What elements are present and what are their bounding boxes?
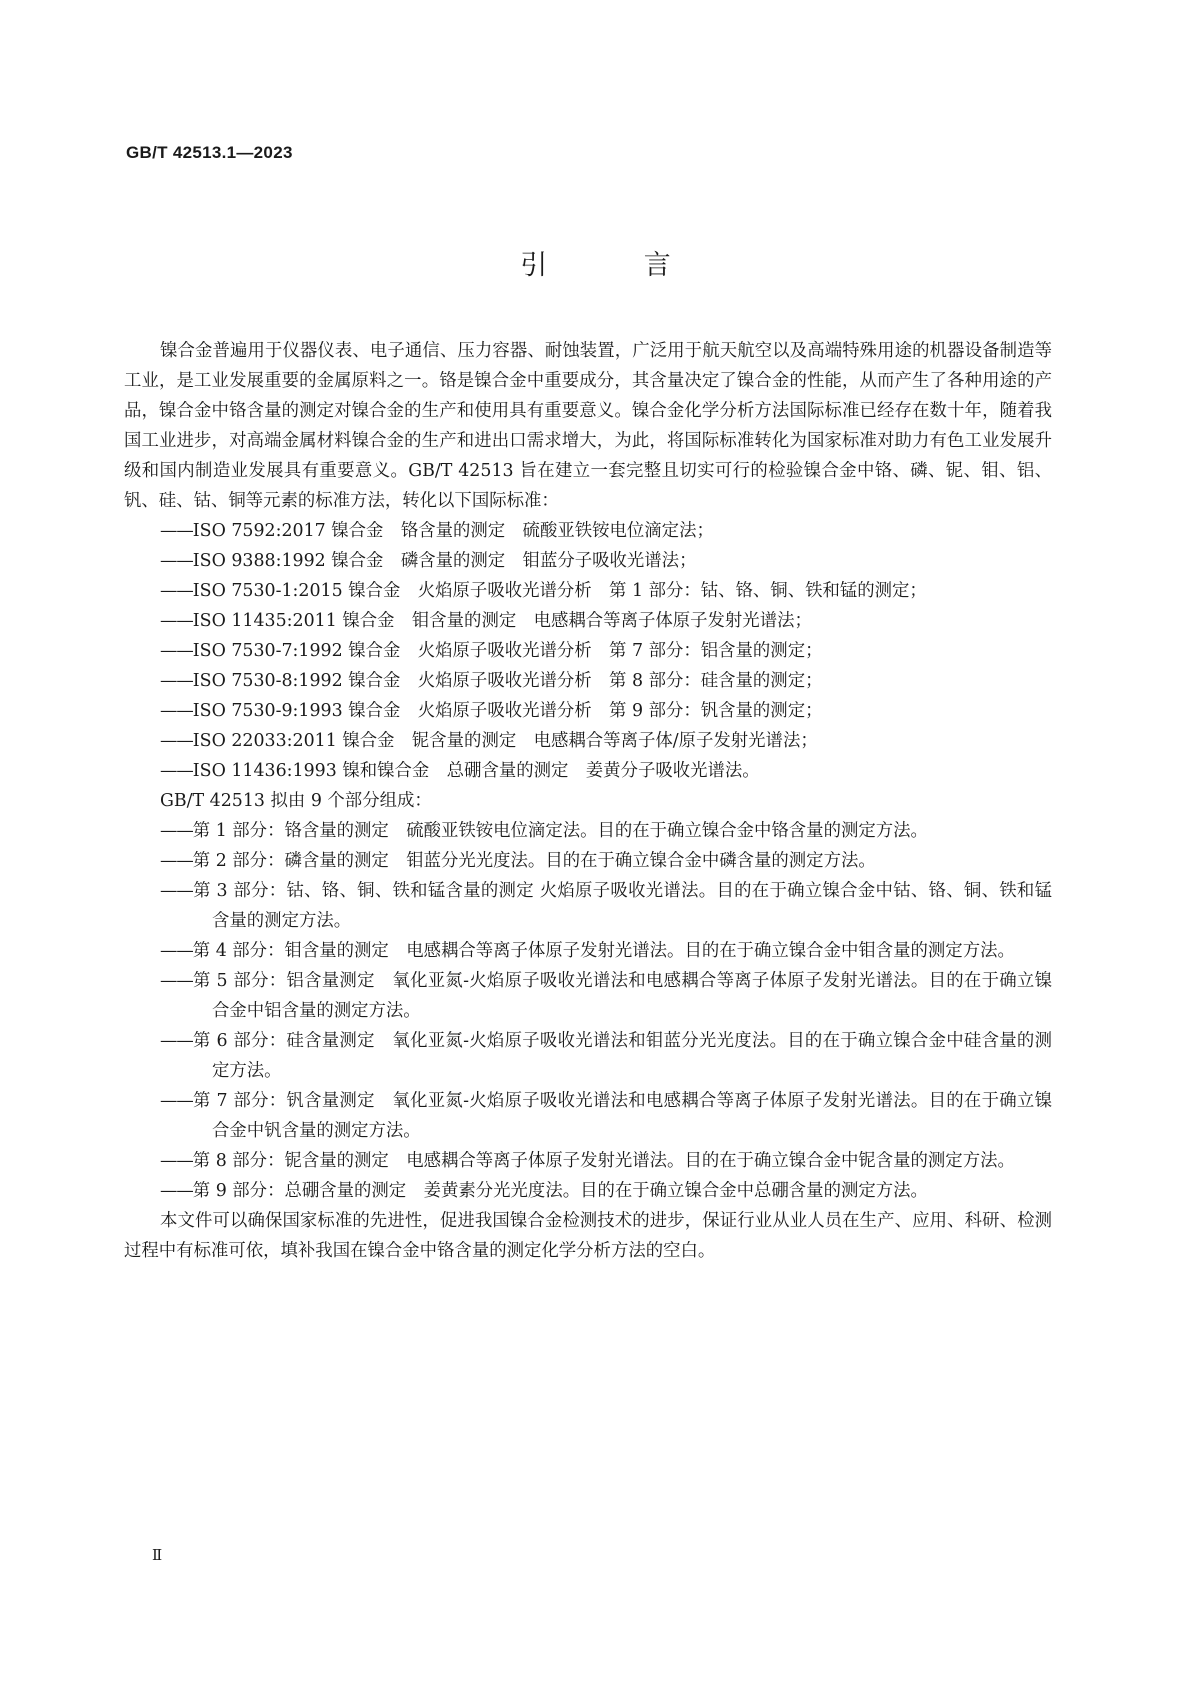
list-item bbox=[124, 666, 1052, 696]
parts-list bbox=[124, 816, 1052, 1206]
list-item bbox=[124, 876, 1052, 936]
list-item bbox=[124, 546, 1052, 576]
list-item bbox=[124, 1086, 1052, 1146]
dash-marker: —— bbox=[160, 581, 193, 601]
dash-marker: —— bbox=[160, 701, 193, 721]
list-item-text: ISO 9388:1992 镍合金 磷含量的测定 钼蓝分子吸收光谱法； bbox=[192, 551, 697, 571]
list-item-text: 第 3 部分：钴、铬、铜、铁和锰含量的测定 火焰原子吸收光谱法。目的在于确立镍合金中钴、铬、铜、铁和锰含量的测定方法。 bbox=[192, 881, 1052, 931]
dash-marker: —— bbox=[160, 971, 193, 991]
parts-intro: GB/T 42513 拟由 9 个部分组成： bbox=[160, 791, 432, 811]
list-item bbox=[124, 756, 1052, 786]
list-item bbox=[124, 516, 1052, 546]
dash-marker: —— bbox=[160, 1031, 193, 1051]
intro-paragraph: 镍合金普遍用于仪器仪表、电子通信、压力容器、耐蚀装置，广泛用于航天航空以及高端特殊用途的机器设备制造等工业，是工业发展重要的金属原料之一。铬是镍合金中重要成分，其含量决定了镍合金的性能，从而产生了各种用途的产品，镍合金中铬含量的测定对镍合金的生产和使用具有重要意义。镍合金化学分析方法国际标准已经存在数十年，随着我国工业进步，对高端金属材料镍合金的生产和进出口需求增大，为此，将国际标准转化为国家标准对助力有色工业发展升级和国内制造业发展具有重要意义。GB/T 42513 旨在建立一套完整且切实可行的检验镍合金中铬、磷、铌、钼、铝、钒、硅、钴、铜等元素的标准方法，转化以下国际标准： bbox=[124, 341, 1052, 511]
dash-marker: —— bbox=[160, 551, 193, 571]
dash-marker: —— bbox=[160, 761, 193, 781]
closing-paragraph: 本文件可以确保国家标准的先进性，促进我国镍合金检测技术的进步，保证行业从业人员在生产、应用、科研、检测过程中有标准可依，填补我国在镍合金中铬含量的测定化学分析方法的空白。 bbox=[124, 1211, 1052, 1261]
list-item-text: 第 9 部分：总硼含量的测定 姜黄素分光光度法。目的在于确立镍合金中总硼含量的测定方法。 bbox=[192, 1181, 928, 1201]
list-item bbox=[124, 1176, 1052, 1206]
list-item-text: 第 6 部分：硅含量测定 氧化亚氮-火焰原子吸收光谱法和钼蓝分光光度法。目的在于确立镍合金中硅含量的测定方法。 bbox=[192, 1031, 1052, 1081]
list-item-text: ISO 22033:2011 镍合金 铌含量的测定 电感耦合等离子体/原子发射光谱法； bbox=[192, 731, 818, 751]
list-item-text: ISO 7592:2017 镍合金 铬含量的测定 硫酸亚铁铵电位滴定法； bbox=[192, 521, 714, 541]
dash-marker: —— bbox=[160, 731, 193, 751]
dash-marker: —— bbox=[160, 1181, 193, 1201]
list-item bbox=[124, 936, 1052, 966]
list-item-text: ISO 11435:2011 镍合金 钼含量的测定 电感耦合等离子体原子发射光谱法； bbox=[192, 611, 812, 631]
list-item bbox=[124, 966, 1052, 1026]
list-item bbox=[124, 606, 1052, 636]
dash-marker: —— bbox=[160, 521, 193, 541]
dash-marker: —— bbox=[160, 641, 193, 661]
list-item bbox=[124, 576, 1052, 606]
list-item-text: ISO 7530-7:1992 镍合金 火焰原子吸收光谱分析 第 7 部分：铝含量的测定； bbox=[192, 641, 823, 661]
list-item bbox=[124, 846, 1052, 876]
list-item-text: 第 4 部分：钼含量的测定 电感耦合等离子体原子发射光谱法。目的在于确立镍合金中钼含量的测定方法。 bbox=[192, 941, 1015, 961]
list-item bbox=[124, 696, 1052, 726]
dash-marker: —— bbox=[160, 851, 193, 871]
list-item bbox=[124, 726, 1052, 756]
list-item bbox=[124, 1146, 1052, 1176]
standard-code: GB/T 42513.1—2023 bbox=[126, 143, 293, 162]
dash-marker: —— bbox=[160, 611, 193, 631]
list-item bbox=[124, 636, 1052, 666]
list-item-text: 第 8 部分：铌含量的测定 电感耦合等离子体原子发射光谱法。目的在于确立镍合金中铌含量的测定方法。 bbox=[192, 1151, 1015, 1171]
dash-marker: —— bbox=[160, 941, 193, 961]
dash-marker: —— bbox=[160, 821, 193, 841]
list-item bbox=[124, 816, 1052, 846]
list-item-text: ISO 11436:1993 镍和镍合金 总硼含量的测定 姜黄分子吸收光谱法。 bbox=[192, 761, 760, 781]
list-item-text: 第 1 部分：铬含量的测定 硫酸亚铁铵电位滴定法。目的在于确立镍合金中铬含量的测定方法。 bbox=[192, 821, 928, 841]
dash-marker: —— bbox=[160, 671, 193, 691]
list-item-text: ISO 7530-9:1993 镍合金 火焰原子吸收光谱分析 第 9 部分：钒含量的测定； bbox=[192, 701, 823, 721]
list-item-text: 第 5 部分：铝含量测定 氧化亚氮-火焰原子吸收光谱法和电感耦合等离子体原子发射光谱法。目的在于确立镍合金中铝含量的测定方法。 bbox=[192, 971, 1052, 1021]
dash-marker: —— bbox=[160, 881, 193, 901]
dash-marker: —— bbox=[160, 1091, 193, 1111]
list-item-text: 第 7 部分：钒含量测定 氧化亚氮-火焰原子吸收光谱法和电感耦合等离子体原子发射光谱法。目的在于确立镍合金中钒含量的测定方法。 bbox=[192, 1091, 1052, 1141]
section-title: 引 言 bbox=[520, 250, 715, 281]
list-item-text: 第 2 部分：磷含量的测定 钼蓝分光光度法。目的在于确立镍合金中磷含量的测定方法。 bbox=[192, 851, 876, 871]
document-body bbox=[124, 336, 1052, 1266]
list-item-text: ISO 7530-1:2015 镍合金 火焰原子吸收光谱分析 第 1 部分：钴、铬、铜、铁和锰的测定； bbox=[192, 581, 927, 601]
page-number: Ⅱ bbox=[152, 1546, 163, 1564]
list-item-text: ISO 7530-8:1992 镍合金 火焰原子吸收光谱分析 第 8 部分：硅含量的测定； bbox=[192, 671, 823, 691]
list-item bbox=[124, 1026, 1052, 1086]
dash-marker: —— bbox=[160, 1151, 193, 1171]
iso-standard-list bbox=[124, 516, 1052, 786]
